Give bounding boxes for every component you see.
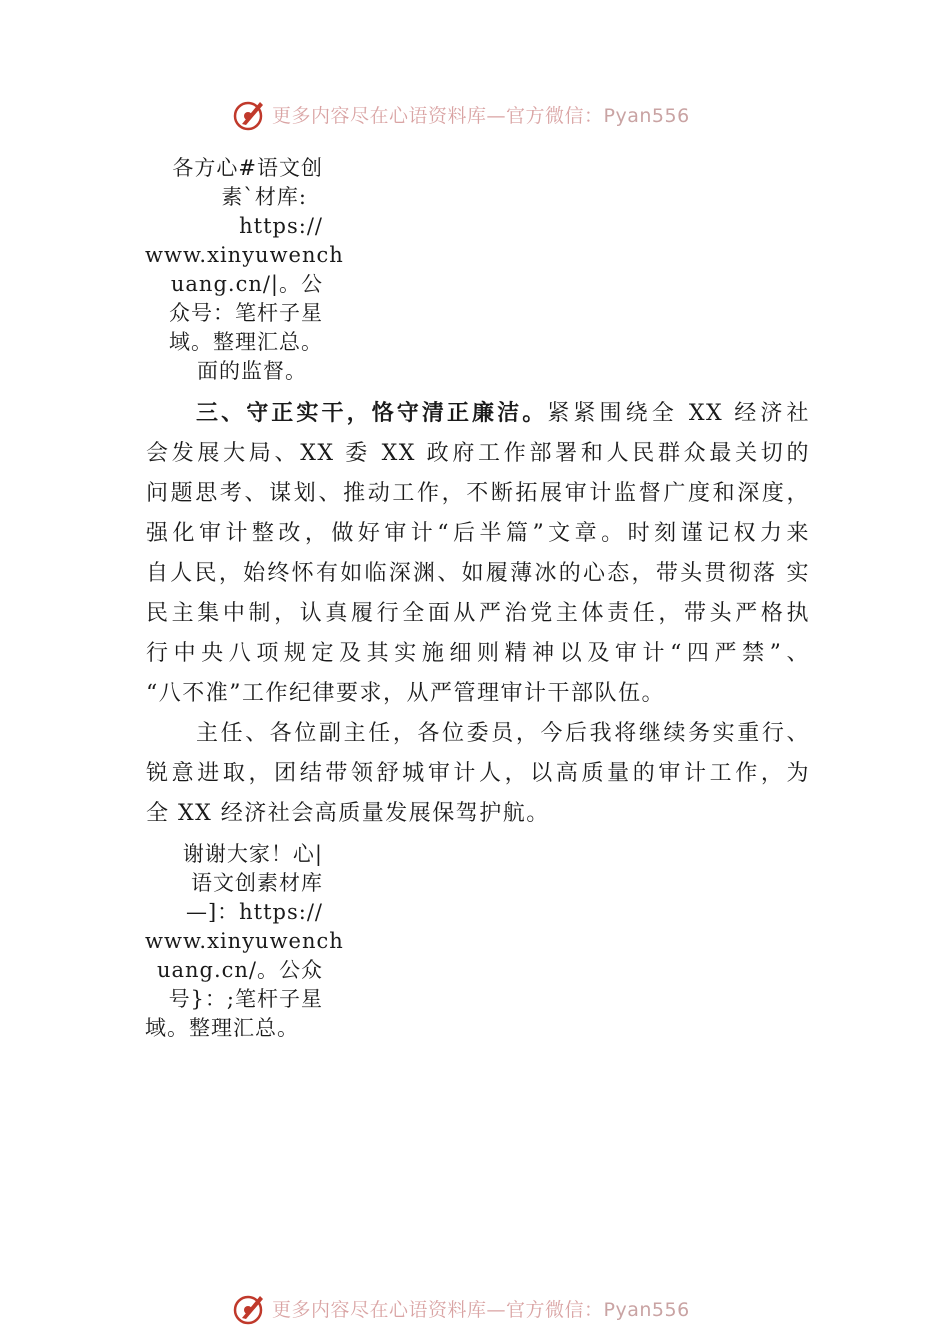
paragraph-line: [146, 394, 810, 434]
closing-paragraph: [146, 714, 810, 834]
note-line: 素`材库:: [221, 185, 307, 209]
note-line: 号}：;笔杆子星: [168, 987, 323, 1011]
paragraph-line: 会发展大局、XX 委 XX 政府工作部署和人民群众最关切的: [146, 441, 810, 466]
watermark-note-2: [145, 840, 344, 1043]
quill-logo-icon: [232, 1290, 268, 1326]
note-line: 语文创素材库: [191, 871, 323, 895]
watermark-note-1: [145, 154, 344, 386]
paragraph-line: “八不准”工作纪律要求，从严管理审计干部队伍。: [146, 681, 665, 706]
note-line: —]：https://: [185, 900, 323, 924]
note-line: 域。整理汇总。: [145, 1016, 299, 1040]
paragraph-text: 紧紧围绕全 XX 经济社: [547, 401, 810, 426]
paragraph-line: 自人民，始终怀有如临深渊、如履薄冰的心态，带头贯彻落 实: [146, 561, 810, 586]
wechat-id: Pyan556: [603, 1298, 690, 1321]
note-line: www.xinyuwench: [145, 929, 344, 953]
wechat-id: Pyan556: [603, 104, 690, 127]
banner-label: 更多内容尽在心语资料库—官方微信：: [272, 1298, 604, 1321]
paragraph-line: 强化审计整改，做好审计“后半篇”文章。时刻谨记权力来: [146, 521, 810, 546]
banner-label: 更多内容尽在心语资料库—官方微信：: [272, 104, 604, 127]
note-line: 域。整理汇总。: [169, 330, 323, 354]
note-line: www.xinyuwench: [145, 243, 344, 267]
note-line: 谢谢大家！心|: [182, 842, 323, 866]
paragraph-line: 行中央八项规定及其实施细则精神以及审计“四严禁”、: [146, 641, 810, 666]
paragraph-line: 全 XX 经济社会高质量发展保驾护航。: [146, 801, 550, 826]
section-3-paragraph: [146, 394, 810, 714]
note-line: https://: [239, 214, 323, 238]
header-banner: [232, 94, 732, 134]
paragraph-line: 民主集中制，认真履行全面从严治党主体责任，带头严格执: [146, 601, 810, 626]
section-heading: 三、守正实干，恪守清正廉洁。: [196, 401, 548, 426]
paragraph-line: 主任、各位副主任，各位委员，今后我将继续务实重行、: [196, 721, 810, 746]
footer-banner: [232, 1288, 732, 1328]
paragraph-line: 问题思考、谋划、推动工作，不断拓展审计监督广度和深度，: [146, 481, 810, 506]
quill-logo-icon: [232, 96, 268, 132]
note-line: uang.cn/。公众: [156, 958, 323, 982]
note-line: uang.cn/|。公: [170, 272, 323, 296]
note-line: 众号：笔杆子星: [169, 301, 323, 325]
note-line: 各方心#语文创: [172, 156, 323, 180]
banner-text: [272, 101, 690, 128]
note-line: 面的监督。: [197, 359, 307, 383]
paragraph-line: 锐意进取，团结带领舒城审计人，以高质量的审计工作，为: [146, 761, 810, 786]
banner-text: [272, 1295, 690, 1322]
